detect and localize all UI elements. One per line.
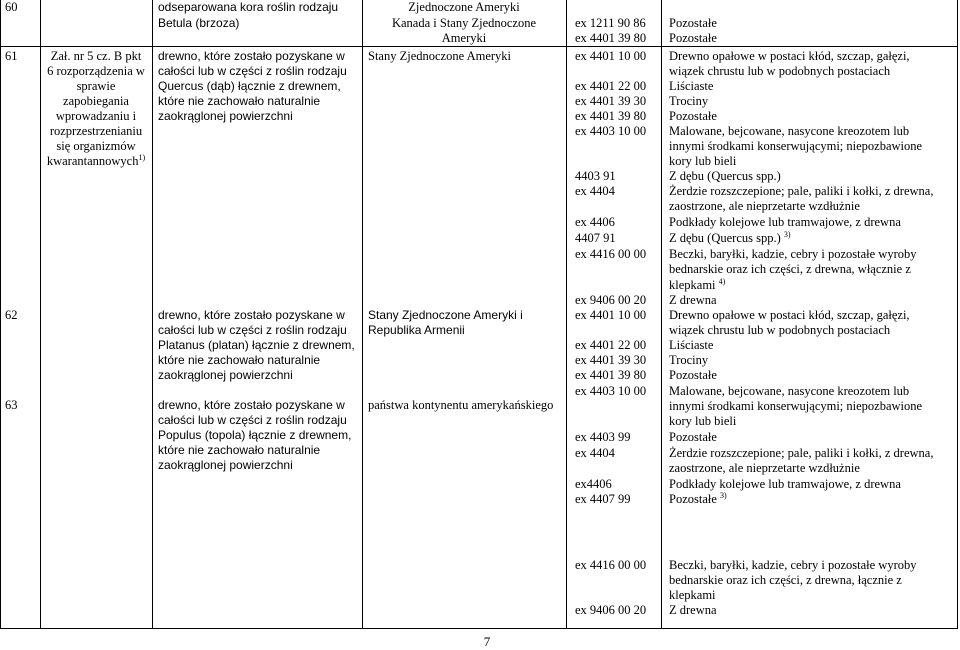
plant-description: Betula (brzoza): [158, 16, 240, 30]
cn-code: ex 9406 00 20: [575, 293, 647, 307]
grid-line: [661, 0, 662, 629]
grid-line: [0, 628, 958, 629]
cn-code: ex 9406 00 20: [575, 603, 647, 617]
cn-description: Żerdzie rozszczepione; pale, paliki i kołki, z drewna,: [669, 184, 934, 198]
grid-line: [152, 0, 153, 629]
grid-line: [362, 0, 363, 629]
cn-description: Żerdzie rozszczepione; pale, paliki i kołki, z drewna,: [669, 446, 934, 460]
origin-country: państwa kontynentu amerykańskiego: [368, 398, 554, 412]
cn-description: kory lub bieli: [669, 414, 737, 428]
plant-description: zaokrąglonej powierzchni: [158, 368, 293, 382]
cn-description: Malowane, bejcowane, nasycone kreozotem lub: [669, 384, 910, 398]
row-number: 60: [5, 0, 18, 14]
cn-code: ex 4416 00 00: [575, 247, 647, 261]
cn-description: bednarskie oraz ich części, z drewna, włącznie z: [669, 262, 911, 276]
plant-description: całości lub w części z roślin rodzaju: [158, 323, 347, 337]
row-number: 63: [5, 398, 18, 412]
legal-reference: się organizmów: [56, 139, 136, 153]
cn-description: wiązek chrustu lub w podobnych postaciach: [669, 64, 891, 78]
cn-code: ex 4404: [575, 446, 615, 460]
cn-code: ex 4407 99: [575, 492, 631, 506]
page-number: 7: [483, 634, 491, 649]
cn-description: Pozostałe: [669, 109, 717, 123]
cn-description: Z dębu (Quercus spp.) $^{3)}$: [669, 229, 791, 245]
cn-code: ex 4406: [575, 215, 615, 229]
legal-reference: sprawie: [76, 79, 116, 93]
cn-description: klepkami: [669, 588, 716, 602]
cn-code: ex 4401 39 30: [575, 353, 647, 367]
origin-country: Stany Zjednoczone Ameryki i: [368, 308, 523, 322]
cn-code: ex 4401 39 80: [575, 109, 647, 123]
legal-reference: kwarantannowych$^{1)}$: [46, 152, 146, 168]
cn-code: ex 4401 22 00: [575, 338, 647, 352]
plant-description: zaokrąglonej powierzchni: [158, 458, 293, 472]
plant-description: odseparowana kora roślin rodzaju: [158, 0, 339, 14]
origin-country: Kanada i Stany Zjednoczone: [391, 16, 537, 30]
cn-description: Trociny: [669, 94, 709, 108]
cn-description: zaostrzone, ale nieprzetarte wzdłużnie: [669, 461, 860, 475]
plant-description: Platanus (platan) łącznie z drewnem,: [158, 338, 355, 352]
cn-description: Liściaste: [669, 79, 714, 93]
legal-reference: 6 rozporządzenia w: [47, 64, 145, 78]
cn-description: Liściaste: [669, 338, 714, 352]
cn-code: ex4406: [575, 477, 612, 491]
cn-description: Pozostałe: [669, 430, 717, 444]
cn-description: Trociny: [669, 353, 709, 367]
plant-description: drewno, które zostało pozyskane w: [158, 398, 345, 412]
grid-line: [0, 46, 958, 47]
cn-description: Beczki, baryłki, kadzie, cebry i pozostałe wyroby: [669, 558, 917, 572]
cn-description: Malowane, bejcowane, nasycone kreozotem lub: [669, 124, 910, 138]
cn-description: Z dębu (Quercus spp.): [669, 169, 781, 183]
cn-code: ex 4403 99: [575, 430, 631, 444]
origin-country: Zjednoczone Ameryki: [408, 0, 520, 14]
plant-description: zaokrąglonej powierzchni: [158, 109, 293, 123]
grid-line: [566, 0, 567, 629]
cn-description: klepkami $^{4)}$: [669, 276, 726, 292]
plant-description: drewno, które zostało pozyskane w: [158, 49, 345, 63]
cn-description: innymi środkami konserwującymi; niepozbawione: [669, 139, 923, 153]
legal-reference: wprowadzaniu i: [55, 109, 137, 123]
cn-description: innymi środkami konserwującymi; niepozbawione: [669, 399, 923, 413]
plant-description: które nie zachowało naturalnie: [158, 94, 321, 108]
grid-line: [957, 0, 958, 629]
legal-reference: rozprzestrzenianiu: [49, 124, 143, 138]
cn-code: ex 4401 10 00: [575, 49, 647, 63]
origin-country: Republika Armenii: [368, 323, 465, 337]
legal-reference: Zał. nr 5 cz. B pkt: [50, 49, 142, 63]
cn-description: bednarskie oraz ich części, z drewna, łącznie z: [669, 573, 902, 587]
cn-description: Z drewna: [669, 603, 717, 617]
origin-country: Ameryki: [441, 31, 487, 45]
plant-description: całości lub w części z roślin rodzaju: [158, 413, 347, 427]
origin-country: Stany Zjednoczone Ameryki: [368, 49, 512, 63]
cn-description: Pozostałe: [669, 16, 717, 30]
plant-description: drewno, które zostało pozyskane w: [158, 308, 345, 322]
cn-code: ex 4403 10 00: [575, 384, 647, 398]
cn-code: ex 4404: [575, 184, 615, 198]
cn-code: ex 4401 22 00: [575, 79, 647, 93]
cn-code: ex 4401 10 00: [575, 308, 647, 322]
plant-description: Quercus (dąb) łącznie z drewnem,: [158, 79, 341, 93]
legal-reference: zapobiegania: [63, 94, 129, 108]
cn-code: ex 4403 10 00: [575, 124, 647, 138]
cn-code: 4403 91: [575, 169, 616, 183]
cn-description: zaostrzone, ale nieprzetarte wzdłużnie: [669, 199, 860, 213]
row-number: 62: [5, 308, 18, 322]
plant-description: całości lub w części z roślin rodzaju: [158, 64, 347, 78]
cn-code: ex 4401 39 80: [575, 31, 647, 45]
cn-description: Pozostałe: [669, 368, 717, 382]
cn-description: Podkłady kolejowe lub tramwajowe, z drewna: [669, 215, 901, 229]
cn-description: Podkłady kolejowe lub tramwajowe, z drewna: [669, 477, 901, 491]
cn-description: Pozostałe $^{3)}$: [669, 490, 727, 506]
cn-code: ex 4416 00 00: [575, 558, 647, 572]
cn-code: ex 4401 39 30: [575, 94, 647, 108]
cn-description: Beczki, baryłki, kadzie, cebry i pozostałe wyroby: [669, 247, 917, 261]
plant-description: które nie zachowało naturalnie: [158, 443, 321, 457]
plant-description: które nie zachowało naturalnie: [158, 353, 321, 367]
cn-description: kory lub bieli: [669, 154, 737, 168]
grid-line: [0, 0, 1, 629]
cn-description: Pozostałe: [669, 31, 717, 45]
row-number: 61: [5, 49, 18, 63]
cn-description: Drewno opałowe w postaci kłód, szczap, gałęzi,: [669, 49, 910, 63]
cn-description: wiązek chrustu lub w podobnych postaciach: [669, 323, 891, 337]
cn-description: Z drewna: [669, 293, 717, 307]
cn-code: 4407 91: [575, 231, 616, 245]
plant-description: Populus (topola) łącznie z drewnem,: [158, 428, 352, 442]
cn-code: ex 1211 90 86: [575, 16, 646, 30]
cn-description: Drewno opałowe w postaci kłód, szczap, gałęzi,: [669, 308, 910, 322]
cn-code: ex 4401 39 80: [575, 368, 647, 382]
